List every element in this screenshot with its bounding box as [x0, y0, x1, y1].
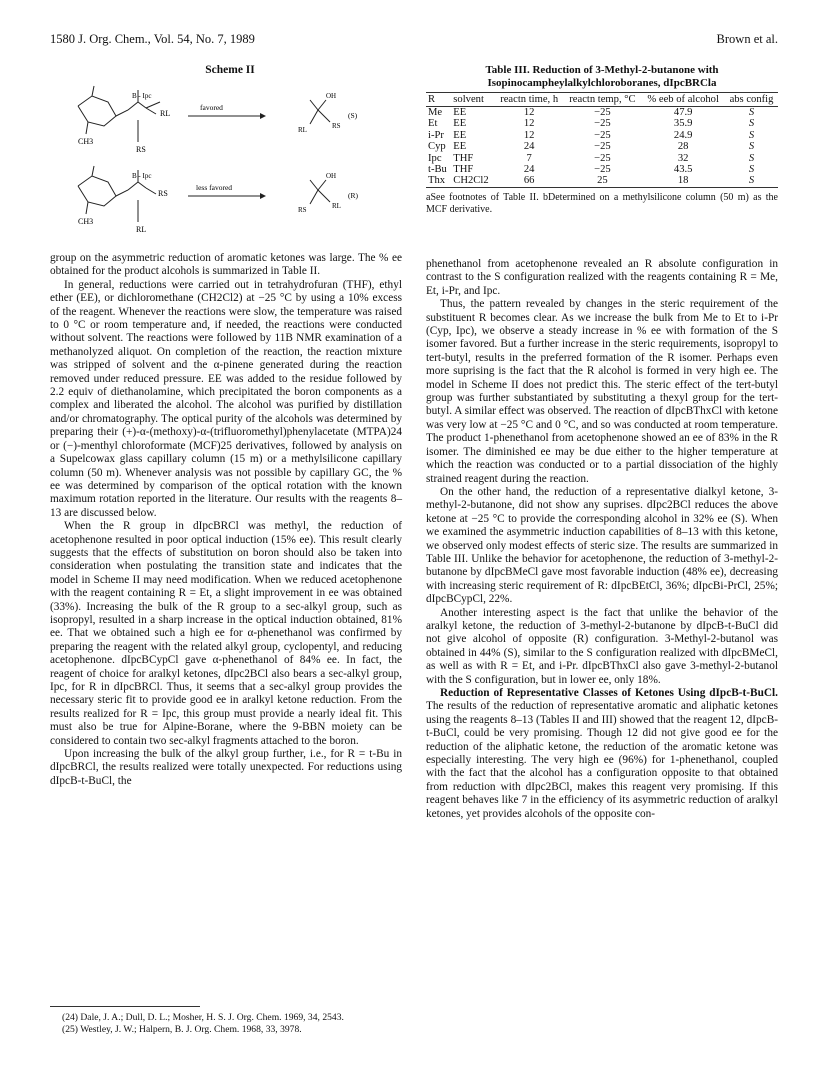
table-footnote: aSee footnotes of Table II. bDetermined on a methylsilicone column (50 m) as the MCF derivative.	[426, 191, 778, 215]
b-ipc-label-2: B - Ipc	[132, 172, 152, 180]
footnotes	[50, 1012, 402, 1035]
paragraph: group on the asymmetric reduction of aromatic ketones was large. The % ee obtained for the product alcohols is summarized in Table II.	[50, 252, 402, 278]
paragraph: When the R group in dIpcBRCl was methyl, the reduction of acetophenone resulted in poor optical induction (15% ee). This result clearly suggests that the effects of substitution on boron should also be taken into consideration when postulating the transition state and indicates that the model in Scheme II may need modification. When we reduced acetophenone with the reagent containing R = Et, a slight improvement in ee was obtained (33%). Increasing the bulk of the R group to a sec-alkyl group, such as isopropyl, resulted in a sharp increase in the optical induction obtained, 81% ee. That we obtained such a high ee for α-phenethanol was confirmed by preparing the reagent with the related alkyl group, cyclopentyl, and reducing acetophenone. dIpcBCypCl gave α-phenethanol of 84% ee. In fact, the reagent of choice for aralkyl ketones, dIpc2BCl also bears a sec-alkyl group, Ipc, for R in dIpcBRCl. Thus, it seems that a sec-alkyl group provides the necessary steric fit to provide good ee in aralkyl ketone reduction. From the results realized for R = Ipc, this group must provide a nearly ideal fit. This must also be true for Alpine-Borane, where the 9-BBN moiety can be considered to contain two sec-alkyl fragments attached to the boron.	[50, 520, 402, 747]
rl-label-2: RL	[136, 225, 147, 234]
cell: −25	[594, 107, 611, 118]
section-run-in-heading: Reduction of Representative Classes of Ketones Using dIpcB-t-BuCl.	[440, 687, 778, 699]
scheme-title: Scheme II	[205, 64, 255, 76]
scheme-diagram	[60, 80, 400, 245]
footnote-25: (25) Westley, J. W.; Halpern, B. J. Org. Chem. 1968, 33, 3978.	[62, 1023, 302, 1035]
footnote-rule	[50, 1006, 200, 1007]
cell: 66	[495, 175, 564, 187]
table-row	[426, 130, 778, 141]
cell: EE	[453, 118, 467, 130]
cell: Cyp	[428, 141, 446, 153]
cell: Me	[428, 107, 443, 118]
cell: t-Bu	[428, 164, 447, 176]
r-config-label: (R)	[348, 191, 358, 200]
rs-label-1: RS	[136, 145, 146, 154]
cell: 32	[677, 152, 689, 164]
author-running-head: Brown et al.	[716, 32, 778, 46]
table-title: Table III. Reduction of 3-Methyl-2-butanone with Isopinocampheylalkylchloroboranes, dIpcBRCla	[485, 64, 719, 89]
cell: 47.9	[673, 107, 693, 118]
right-column	[426, 258, 778, 821]
col-header-time: reactn time, h	[495, 93, 564, 107]
favored-arrowhead	[260, 113, 266, 119]
journal-citation: 1580 J. Org. Chem., Vol. 54, No. 7, 1989	[50, 32, 255, 46]
table-header-row	[426, 93, 778, 107]
cell: S	[748, 129, 755, 141]
rs-label-r: RS	[298, 206, 307, 214]
cell: 24	[523, 141, 535, 153]
paragraph: Another interesting aspect is the fact that unlike the behavior of the aralkyl ketone, the reduction of 3-methyl-2-butanone by dIpcB-t-BuCl did not give alcohol of opposite (R) configuration. 3-Methyl-2-butanol was obtained in 44% (S), similar to the S configuration realized with dIpcBMeCl, as well as with R = Et, and i-Pr. dIpcBThxCl also gave 3-methyl-2-butanol with the S configuration, but in lower ee, only 18%.	[426, 606, 778, 686]
col-header-temp: reactn temp, °C	[563, 93, 641, 107]
cell: THF	[453, 164, 474, 176]
cell: 18	[641, 175, 725, 187]
col-header-solvent: solvent	[451, 93, 495, 107]
paragraph: In general, reductions were carried out in tetrahydrofuran (THF), ethyl ether (EE), or dichloromethane (CH2Cl2) at −25 °C by using a 10% excess of the reagent. Whenever the reactions were slow, the temperature was raised to 0 °C or room temperature and, if needed, the reactions were conducted without solvent. The reactions were followed by 11B NMR examination of a methanolyzed aliquot. On completion of the reaction, the reaction mixture was stripped of solvent and the α-pinene generated during the reaction removed under reduced pressure. EE was added to the residue followed by 2.2 equiv of diethanolamine, which precipitated the boron components as a complex and liberated the alcohol. The alcohol was purified by distillation and/or chromatography. The optical purity of the alcohols was determined by preparing their (+)-α-(methoxy)-α-(trifluoromethyl)phenylacetate (MTPA)24 or (−)-menthyl chloroformate (MCF)25 derivatives, followed by analysis on a Supelcowax glass capillary column (15 m) or a methylsilicone capillary column (50 m). Whenever analysis was not possible by capillary GC, the % ee was determined by comparison of the optical rotation with the known maximum rotation reported in the literature. Our results with the reagents 8–13 are discussed below.	[50, 278, 402, 519]
table-row	[426, 175, 778, 187]
oh-label-1: OH	[326, 92, 337, 100]
cell: −25	[594, 129, 611, 141]
table-iii	[426, 64, 778, 216]
cell: 43.5	[673, 164, 693, 176]
left-column	[50, 252, 402, 788]
cell: EE	[453, 141, 467, 153]
cell: S	[748, 141, 755, 153]
paragraph	[426, 687, 778, 821]
less-favored-arrowhead	[260, 193, 266, 199]
paragraph-text: The results of the reduction of representative aromatic and aliphatic ketones using the reagents 8–13 (Tables II and III) showed that the reagent 12, dIpcB-t-BuCl, could be very promising. Though 12 did not give good ee for the reduction of the aliphatic ketone, the reduction of the aromatic ketone was especially interesting. The very high ee (96%) for 1-phenethanol, coupled with the fact that the alcohol has a configuration opposite to that obtained from reduction with dIpc2BCl, makes this reagent very promising. If this reagent behaves like 7 in the efficiency of its asymmetric reduction of aralkyl ketones, yet provides alcohols of the opposite con-	[426, 700, 778, 820]
table-row	[426, 164, 778, 175]
less-favored-label: less favored	[196, 183, 233, 192]
ch3-label-2: CH3	[78, 217, 94, 226]
s-config-label: (S)	[348, 111, 358, 120]
cell: i-Pr	[428, 129, 444, 141]
rl-label-1: RL	[160, 109, 171, 118]
ch3-label-1: CH3	[78, 137, 94, 146]
s-alcohol	[310, 100, 330, 124]
cell: Ipc	[428, 152, 442, 164]
paragraph: On the other hand, the reduction of a representative dialkyl ketone, 3-methyl-2-butanone, did not show any suprises. dIpc2BCl reduces the above ketone at −25 °C to provide the corresponding alcohol in 32% ee (S). When we examined the asymmetric induction capabilities of 8–13 with this ketone, we observed only modest effects of steric size. The results are summarized in Table III. Unlike the behavior for acetophenone, the reduction of 3-methyl-2-butanone by dIpcBMeCl gave most favorable induction (48% ee), decreasing with increasing steric requirement of R: dIpcBEtCl, 36%; dIpcBi-PrCl, 25%; dIpcBCypCl, 22%.	[426, 485, 778, 606]
cell: S	[748, 164, 755, 176]
oh-label-2: OH	[326, 172, 337, 180]
cell: 7	[526, 152, 532, 164]
col-header-ee: % eeb of alcohol	[641, 93, 725, 107]
scheme-ii	[60, 64, 400, 244]
cell: S	[725, 175, 778, 187]
rl-label-s: RL	[298, 126, 307, 134]
cell: −25	[594, 152, 611, 164]
col-header-config: abs config	[725, 93, 778, 107]
paragraph: phenethanol from acetophenone revealed an R absolute configuration in contrast to the S configuration realized with the reagents containing R = Me, Et, i-Pr, and Ipc.	[426, 258, 778, 297]
cell: S	[748, 107, 755, 118]
cell: 28	[677, 141, 689, 153]
r-alcohol	[310, 180, 330, 204]
rs-label-2: RS	[158, 189, 168, 198]
cell: CH2Cl2	[451, 175, 495, 187]
b-ipc-label-1: B - Ipc	[132, 92, 152, 100]
cell: THF	[453, 152, 474, 164]
cell: EE	[453, 107, 467, 118]
running-header	[50, 32, 778, 52]
rl-label-r: RL	[332, 202, 341, 210]
favored-label: favored	[200, 103, 223, 112]
cell: S	[748, 152, 755, 164]
table-row	[426, 141, 778, 152]
cell: 24	[523, 164, 535, 176]
cell: Et	[428, 118, 438, 130]
cell: 12	[523, 129, 535, 141]
footnote-24: (24) Dale, J. A.; Dull, D. L.; Mosher, H. S. J. Org. Chem. 1969, 34, 2543.	[62, 1012, 344, 1023]
cell: 35.9	[673, 118, 693, 130]
cell: S	[748, 118, 755, 130]
results-table	[426, 92, 778, 188]
cell: −25	[594, 118, 611, 130]
col-header-r: R	[426, 93, 451, 107]
cell: 12	[523, 107, 535, 118]
rs-label-s: RS	[332, 122, 341, 130]
cell: 24.9	[673, 129, 693, 141]
cell: 25	[563, 175, 641, 187]
cell: 12	[523, 118, 535, 130]
paragraph: Thus, the pattern revealed by changes in the steric requirement of the substituent R becomes clear. As we increase the bulk from Me to Et to i-Pr (Cyp, Ipc), we observe a steady increase in % ee with formation of the S isomer favored. But a further increase in the steric requirements, isopropyl to tert-butyl, results in the preferred formation of the R isomer. Perhaps even more suprising is the fact that the R alcohol is formed in very high ee. The model in Scheme II does not predict this. The steric effect of the tert-butyl group was further substantiated by substituting a thexyl group for the tert-butyl. A similar effect was observed. The reaction of dIpcBThxCl with ketone was very low at −25 °C and 0 °C, and so was conducted at room temperature. The product 1-phenethanol from acetophenone showed an ee of 83% in the R isomer. The diminished ee may be due either to the higher temperature at which the reaction was conducted or to a partial dissociation of the highly strained reagent during the reaction.	[426, 298, 778, 485]
cell: Thx	[426, 175, 451, 187]
cell: EE	[453, 129, 467, 141]
table-row	[426, 107, 778, 119]
paragraph: Upon increasing the bulk of the alkyl group further, i.e., for R = t-Bu in dIpcBRCl, the results realized were totally unexpected. For reductions using dIpcB-t-BuCl, the	[50, 748, 402, 787]
table-row	[426, 118, 778, 129]
cell: −25	[594, 141, 611, 153]
cell: −25	[594, 164, 611, 176]
table-row	[426, 153, 778, 164]
